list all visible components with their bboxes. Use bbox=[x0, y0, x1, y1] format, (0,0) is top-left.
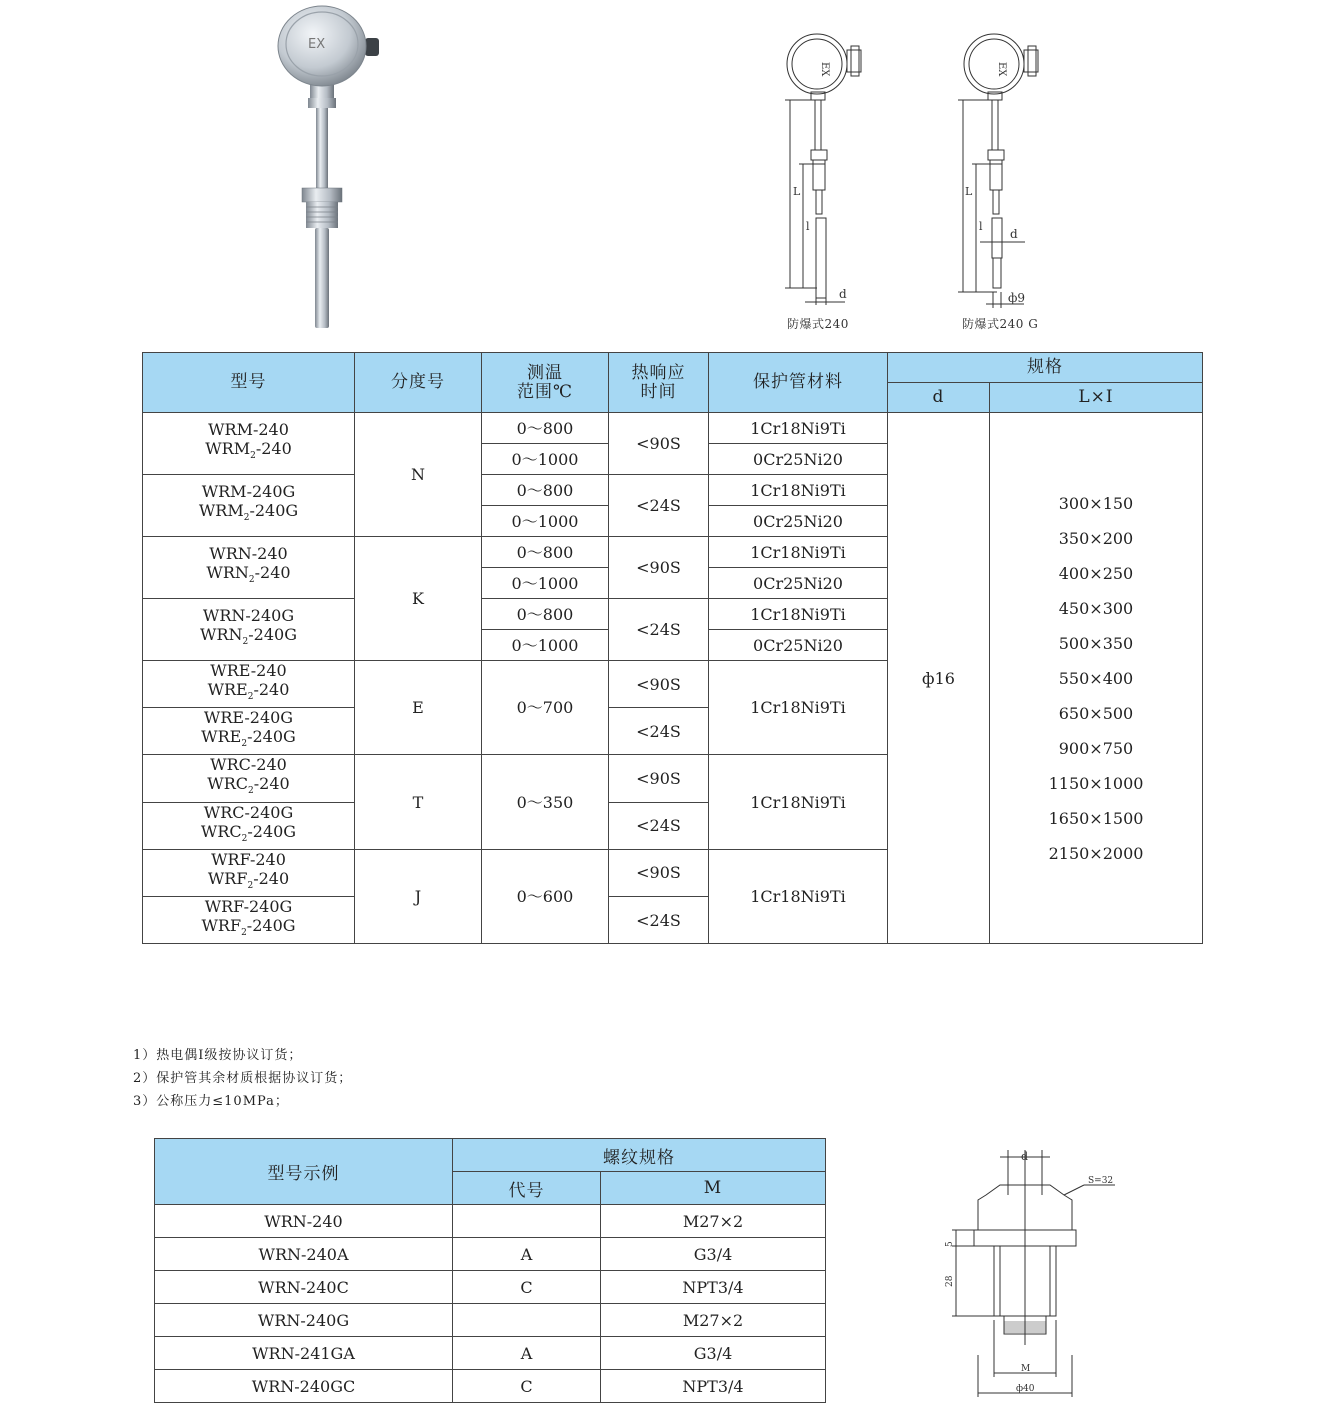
lxi-value: 300×150 bbox=[1058, 493, 1134, 513]
code-cell bbox=[453, 1205, 601, 1238]
table-row bbox=[155, 1337, 826, 1370]
material-cell: 0Cr25Ni20 bbox=[709, 506, 888, 537]
table-row bbox=[155, 1304, 826, 1337]
material-cell: 1Cr18Ni9Ti bbox=[709, 599, 888, 630]
fitting-5-label: 5 bbox=[945, 1241, 955, 1247]
model-line1: WRF-240G bbox=[204, 896, 293, 916]
fitting-d-label: d bbox=[1021, 1150, 1029, 1163]
dim-phi9-label: ф9 bbox=[1008, 291, 1026, 305]
grade-cell: T bbox=[355, 755, 482, 849]
table-row bbox=[155, 1238, 826, 1271]
material-cell: 1Cr18Ni9Ti bbox=[709, 661, 888, 755]
model-line2: $WRM_2-240$ bbox=[205, 439, 292, 462]
response-cell: <90S bbox=[609, 755, 709, 802]
model-cell bbox=[143, 599, 355, 661]
model-line1: WRF-240 bbox=[211, 849, 286, 869]
range-cell: 0～1000 bbox=[482, 444, 609, 475]
drawing-explosion-proof-240 bbox=[775, 30, 885, 335]
model-cell bbox=[143, 802, 355, 849]
dim-d-label: d bbox=[839, 287, 847, 301]
model-cell: WRN-240GC bbox=[155, 1370, 453, 1403]
material-cell: 1Cr18Ni9Ti bbox=[709, 413, 888, 444]
code-cell: A bbox=[453, 1238, 601, 1271]
response-cell: <90S bbox=[609, 537, 709, 599]
model-line1: WRE-240G bbox=[203, 708, 294, 728]
grade-cell: J bbox=[355, 849, 482, 943]
caption-right: 防爆式240 G bbox=[962, 317, 1039, 331]
m-cell: M27×2 bbox=[601, 1304, 826, 1337]
header-response bbox=[609, 353, 709, 413]
product-photo bbox=[270, 4, 390, 334]
model-line1: WRE-240 bbox=[210, 661, 287, 680]
header-range-line2: 范围℃ bbox=[516, 381, 574, 402]
range-cell: 0～1000 bbox=[482, 630, 609, 661]
dim-l-label: l bbox=[979, 220, 983, 233]
model-line2: $WRF_2-240G$ bbox=[201, 915, 296, 939]
header-model-example: 型号示例 bbox=[155, 1139, 453, 1205]
spec-table bbox=[142, 352, 1203, 944]
grade-cell: E bbox=[355, 661, 482, 755]
table-row bbox=[155, 1271, 826, 1304]
header-code: 代号 bbox=[453, 1172, 601, 1205]
range-cell: 0～800 bbox=[482, 413, 609, 444]
lxi-value: 2150×2000 bbox=[1048, 843, 1144, 863]
range-cell: 0～350 bbox=[482, 755, 609, 849]
lxi-cell bbox=[990, 413, 1203, 944]
note-item: 3）公称压力≤10MPa； bbox=[133, 1094, 289, 1109]
header-grade: 分度号 bbox=[355, 353, 482, 413]
material-cell: 1Cr18Ni9Ti bbox=[709, 755, 888, 849]
lxi-value: 550×400 bbox=[1058, 668, 1134, 688]
m-cell: G3/4 bbox=[601, 1238, 826, 1271]
m-cell: M27×2 bbox=[601, 1205, 826, 1238]
code-cell: A bbox=[453, 1337, 601, 1370]
model-line2: $WRM_2-240G$ bbox=[198, 501, 299, 524]
model-line1: WRM-240 bbox=[208, 420, 289, 440]
table-row bbox=[155, 1370, 826, 1403]
drawing-explosion-proof-240g bbox=[950, 30, 1060, 335]
note-item: 1）热电偶I级按协议订货； bbox=[133, 1048, 303, 1063]
model-cell: WRN-240 bbox=[155, 1205, 453, 1238]
model-cell: WRN-240C bbox=[155, 1271, 453, 1304]
response-cell: <24S bbox=[609, 708, 709, 755]
code-cell bbox=[453, 1304, 601, 1337]
material-cell: 1Cr18Ni9Ti bbox=[709, 849, 888, 943]
notes bbox=[133, 1044, 352, 1113]
note-item: 2）保护管其余材质根据协议订货； bbox=[133, 1071, 353, 1086]
caption-left: 防爆式240 bbox=[787, 317, 849, 331]
grade-cell: K bbox=[355, 537, 482, 661]
model-cell bbox=[143, 661, 355, 708]
header-response-line1: 热响应 bbox=[631, 362, 686, 383]
range-cell: 0～1000 bbox=[482, 506, 609, 537]
response-cell: <24S bbox=[609, 802, 709, 849]
model-line2: $WRE_2-240G$ bbox=[201, 727, 296, 750]
lxi-value: 400×250 bbox=[1058, 563, 1134, 583]
fitting-M-label: M bbox=[1021, 1364, 1031, 1374]
fitting-28-label: 28 bbox=[945, 1275, 955, 1287]
lxi-value: 350×200 bbox=[1058, 528, 1134, 548]
model-cell bbox=[143, 896, 355, 943]
m-cell: G3/4 bbox=[601, 1337, 826, 1370]
response-cell: <90S bbox=[609, 849, 709, 896]
header-m: M bbox=[601, 1172, 826, 1205]
code-cell: C bbox=[453, 1271, 601, 1304]
model-cell bbox=[143, 475, 355, 537]
model-cell: WRN-240G bbox=[155, 1304, 453, 1337]
model-line2: $WRN_2-240G$ bbox=[200, 625, 297, 648]
material-cell: 1Cr18Ni9Ti bbox=[709, 537, 888, 568]
fitting-phi40-label: ф40 bbox=[1016, 1384, 1035, 1394]
header-thread-spec: 螺纹规格 bbox=[453, 1139, 826, 1172]
m-cell: NPT3/4 bbox=[601, 1370, 826, 1403]
header-lxi: L×I bbox=[990, 383, 1203, 413]
lxi-value: 1150×1000 bbox=[1048, 773, 1144, 793]
grade-cell: N bbox=[355, 413, 482, 537]
model-line2: $WRE_2-240$ bbox=[207, 680, 290, 703]
response-cell: <24S bbox=[609, 599, 709, 661]
response-cell: <24S bbox=[609, 475, 709, 537]
model-cell: WRN-241GA bbox=[155, 1337, 453, 1370]
model-line2: $WRC_2-240$ bbox=[207, 774, 290, 797]
model-cell bbox=[143, 413, 355, 475]
range-cell: 0～800 bbox=[482, 599, 609, 630]
material-cell: 0Cr25Ni20 bbox=[709, 630, 888, 661]
dim-d-label: d bbox=[1010, 227, 1018, 241]
lxi-value: 900×750 bbox=[1058, 738, 1134, 758]
response-cell: <90S bbox=[609, 661, 709, 708]
model-line1: WRN-240G bbox=[202, 606, 295, 626]
header-range bbox=[482, 353, 609, 413]
svg-text:EX: EX bbox=[308, 37, 326, 52]
material-cell: 0Cr25Ni20 bbox=[709, 444, 888, 475]
header-spec: 规格 bbox=[888, 353, 1203, 383]
m-cell: NPT3/4 bbox=[601, 1271, 826, 1304]
model-cell: WRN-240A bbox=[155, 1238, 453, 1271]
model-cell bbox=[143, 849, 355, 896]
thread-table bbox=[154, 1138, 826, 1403]
range-cell: 0～800 bbox=[482, 475, 609, 506]
model-line2: $WRN_2-240$ bbox=[206, 563, 291, 586]
header-model: 型号 bbox=[143, 353, 355, 413]
d-cell: ф16 bbox=[888, 413, 990, 944]
header-range-line1: 测温 bbox=[527, 362, 563, 383]
lxi-value: 1650×1500 bbox=[1048, 808, 1144, 828]
material-cell: 0Cr25Ni20 bbox=[709, 568, 888, 599]
model-line1: WRN-240 bbox=[209, 544, 288, 564]
lxi-value: 650×500 bbox=[1058, 703, 1134, 723]
lxi-value: 500×350 bbox=[1058, 633, 1134, 653]
model-line1: WRM-240G bbox=[201, 482, 296, 502]
range-cell: 0～800 bbox=[482, 537, 609, 568]
dim-L-label: L bbox=[793, 185, 801, 198]
fitting-drawing bbox=[930, 1145, 1130, 1405]
ex-mark: EX bbox=[819, 62, 830, 77]
model-line2: $WRF_2-240$ bbox=[207, 868, 290, 891]
header-response-line2: 时间 bbox=[640, 381, 677, 402]
response-cell: <24S bbox=[609, 896, 709, 943]
model-line1: WRC-240 bbox=[210, 755, 287, 775]
table-row bbox=[155, 1205, 826, 1238]
header-material: 保护管材料 bbox=[709, 353, 888, 413]
model-cell bbox=[143, 755, 355, 802]
model-cell bbox=[143, 708, 355, 755]
ex-mark: EX bbox=[996, 62, 1007, 77]
response-cell: <90S bbox=[609, 413, 709, 475]
lxi-value: 450×300 bbox=[1058, 598, 1134, 618]
range-cell: 0～1000 bbox=[482, 568, 609, 599]
dim-L-label: L bbox=[965, 185, 973, 198]
model-line2: $WRC_2-240G$ bbox=[200, 821, 297, 844]
dim-l-label: l bbox=[806, 220, 810, 233]
material-cell: 1Cr18Ni9Ti bbox=[709, 475, 888, 506]
code-cell: C bbox=[453, 1370, 601, 1403]
header-d: d bbox=[888, 383, 990, 413]
range-cell: 0～600 bbox=[482, 849, 609, 943]
model-cell bbox=[143, 537, 355, 599]
model-line1: WRC-240G bbox=[203, 802, 294, 822]
range-cell: 0～700 bbox=[482, 661, 609, 755]
fitting-s-label: S=32 bbox=[1088, 1176, 1114, 1186]
